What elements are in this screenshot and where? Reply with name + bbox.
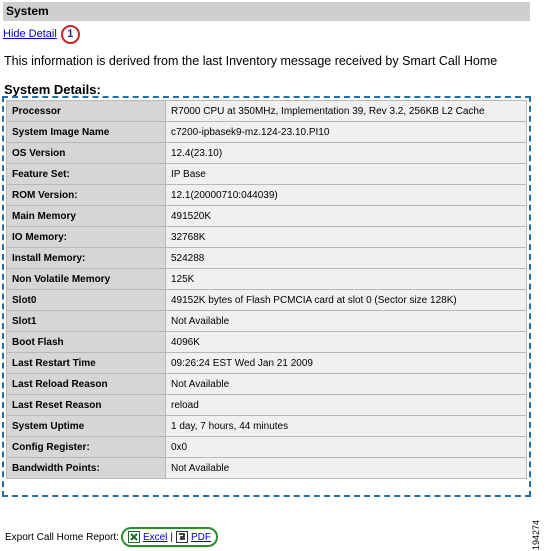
row-label: Main Memory <box>7 206 166 227</box>
export-pdf-link[interactable]: PDF <box>191 531 211 543</box>
export-row <box>5 527 218 547</box>
table-row <box>7 458 527 479</box>
export-links-group <box>121 527 218 547</box>
table-row <box>7 374 527 395</box>
row-value: 32768K <box>166 227 527 248</box>
table-row <box>7 395 527 416</box>
table-row <box>7 332 527 353</box>
table-row <box>7 269 527 290</box>
table-row <box>7 290 527 311</box>
row-label: Last Reset Reason <box>7 395 166 416</box>
row-value: Not Available <box>166 311 527 332</box>
row-label: Feature Set: <box>7 164 166 185</box>
row-value: 49152K bytes of Flash PCMCIA card at slot 0 (Sector size 128K) <box>166 290 527 311</box>
row-value: 4096K <box>166 332 527 353</box>
table-row <box>7 185 527 206</box>
row-label: System Image Name <box>7 122 166 143</box>
row-value: IP Base <box>166 164 527 185</box>
table-row <box>7 101 527 122</box>
row-label: Slot1 <box>7 311 166 332</box>
export-label: Export Call Home Report: <box>5 531 119 543</box>
export-separator: | <box>170 531 173 543</box>
pdf-icon[interactable] <box>176 531 188 543</box>
row-value: 524288 <box>166 248 527 269</box>
row-label: OS Version <box>7 143 166 164</box>
row-value: 12.4(23.10) <box>166 143 527 164</box>
row-value: 491520K <box>166 206 527 227</box>
info-text: This information is derived from the last Inventory message received by Smart Call Home <box>4 54 498 68</box>
details-title: System Details: <box>4 82 101 97</box>
details-table <box>6 100 527 479</box>
row-value: 0x0 <box>166 437 527 458</box>
row-label: Boot Flash <box>7 332 166 353</box>
section-header <box>3 2 530 21</box>
table-row <box>7 437 527 458</box>
row-value: reload <box>166 395 527 416</box>
row-label: Install Memory: <box>7 248 166 269</box>
row-label: Last Reload Reason <box>7 374 166 395</box>
export-excel-link[interactable]: Excel <box>142 531 168 543</box>
row-value: c7200-ipbasek9-mz.124-23.10.PI10 <box>166 122 527 143</box>
row-value: 125K <box>166 269 527 290</box>
section-title: System <box>6 4 49 18</box>
table-row <box>7 164 527 185</box>
row-label: ROM Version: <box>7 185 166 206</box>
row-label: Slot0 <box>7 290 166 311</box>
table-row <box>7 206 527 227</box>
row-label: IO Memory: <box>7 227 166 248</box>
row-value: Not Available <box>166 458 527 479</box>
table-row <box>7 122 527 143</box>
details-panel <box>2 96 531 497</box>
hide-detail-link[interactable]: Hide Detail <box>3 28 57 40</box>
hide-detail-row <box>3 25 80 43</box>
row-label: System Uptime <box>7 416 166 437</box>
row-value: R7000 CPU at 350MHz, Implementation 39, Rev 3.2, 256KB L2 Cache <box>166 101 527 122</box>
row-label: Processor <box>7 101 166 122</box>
row-value: 09:26:24 EST Wed Jan 21 2009 <box>166 353 527 374</box>
row-value: 1 day, 7 hours, 44 minutes <box>166 416 527 437</box>
row-label: Bandwidth Points: <box>7 458 166 479</box>
table-row <box>7 416 527 437</box>
table-row <box>7 311 527 332</box>
table-row <box>7 143 527 164</box>
row-value: 12.1(20000710:044039) <box>166 185 527 206</box>
table-row <box>7 227 527 248</box>
excel-icon[interactable] <box>128 531 140 543</box>
callout-badge: 1 <box>61 25 80 44</box>
figure-number: 194274 <box>531 519 541 550</box>
table-row <box>7 248 527 269</box>
table-row <box>7 353 527 374</box>
row-label: Last Restart Time <box>7 353 166 374</box>
row-label: Config Register: <box>7 437 166 458</box>
row-label: Non Volatile Memory <box>7 269 166 290</box>
row-value: Not Available <box>166 374 527 395</box>
